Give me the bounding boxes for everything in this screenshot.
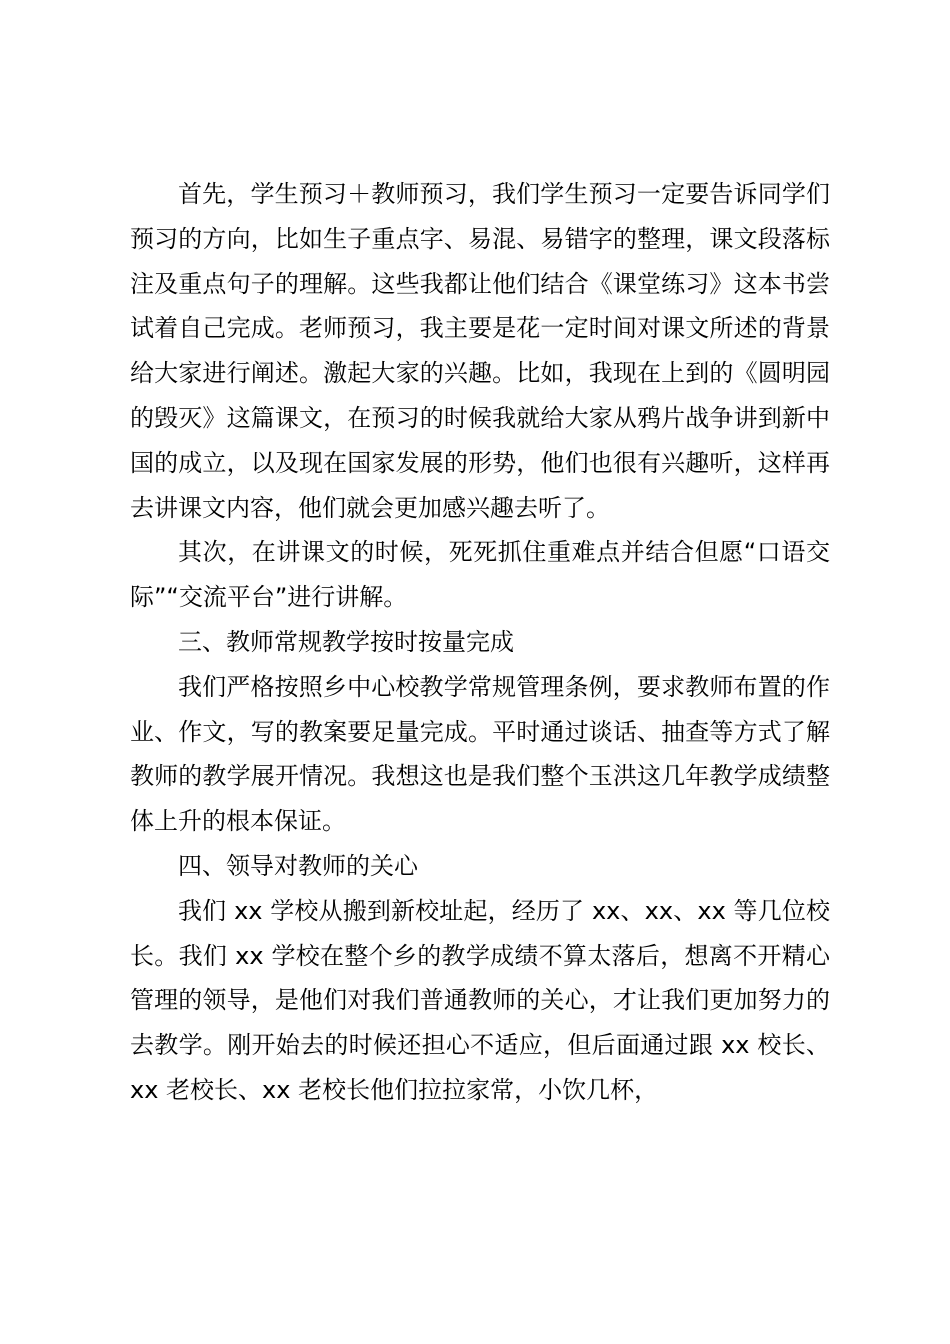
paragraph-routine-management: 我们严格按照乡中心校教学常规管理条例，要求教师布置的作业、作文，写的教案要足量完成。平时通过谈话、抽查等方式了解教师的教学展开情况。我想这也是我们整个玉洪这几年教学成绩整体上升的根本保证。 xyxy=(130,672,830,836)
paragraph-preview-method: 首先，学生预习＋教师预习，我们学生预习一定要告诉同学们预习的方向，比如生子重点字、易混、易错字的整理，课文段落标注及重点句子的理解。这些我都让他们结合《课堂练习》这本书尝试着自己完成。老师预习，我主要是花一定时间对课文所述的背景给大家进行阐述。激起大家的兴趣。比如，我现在上到的《圆明园的毁灭》这篇课文，在预习的时候我就给大家从鸦片战争讲到新中国的成立，以及现在国家发展的形势，他们也很有兴趣听，这样再去讲课文内容，他们就会更加感兴趣去听了。 xyxy=(130,180,830,522)
section-heading-four: 四、领导对教师的关心 xyxy=(178,851,418,880)
paragraph-leadership-care: 我们 xx 学校从搬到新校址起，经历了 xx、xx、xx 等几位校长。我们 xx 学校在整个乡的教学成绩不算太落后，想离不开精心管理的领导，是他们对我们普通教师的关心，才让我们更加努力的去教学。刚开始去的时候还担心不适应，但后面通过跟 xx 校长、xx 老校长、xx 老校长他们拉拉家常，小饮几杯， xyxy=(130,896,830,1104)
document-body xyxy=(130,172,830,1113)
section-heading-three: 三、教师常规教学按时按量完成 xyxy=(178,627,514,656)
paragraph-lecture-focus: 其次，在讲课文的时候，死死抓住重难点并结合但愿“口语交际”“交流平台”进行讲解。 xyxy=(130,538,830,612)
